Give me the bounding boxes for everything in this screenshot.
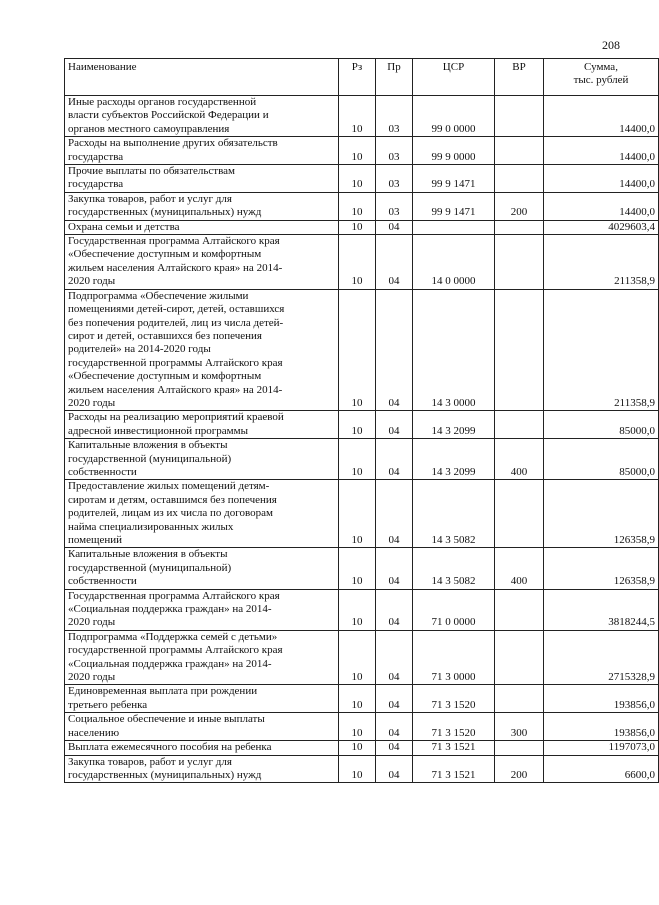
row-name-text: Государственная программа Алтайского края «Социальная поддержка граждан» на 2014- 2020 годы: [68, 589, 280, 629]
row-rz: 10: [339, 630, 376, 685]
header-rz: Рз: [339, 59, 376, 96]
row-pr: 04: [376, 439, 413, 480]
table-row: [65, 548, 659, 589]
row-rz: 10: [339, 235, 376, 290]
page-number: 208: [602, 38, 620, 52]
row-vr: 200: [495, 755, 544, 783]
row-vr: 400: [495, 548, 544, 589]
row-csr: 14 3 0000: [413, 289, 495, 411]
row-pr: 03: [376, 137, 413, 165]
row-csr: 71 3 1520: [413, 713, 495, 741]
row-pr: 04: [376, 589, 413, 630]
row-pr: 04: [376, 548, 413, 589]
row-pr: 04: [376, 220, 413, 234]
row-name: [65, 96, 339, 137]
row-name: [65, 741, 339, 755]
row-pr: 04: [376, 411, 413, 439]
row-sum: 85000,0: [544, 411, 659, 439]
row-name-text: Государственная программа Алтайского края «Обеспечение доступным и комфортным жильем населения Алтайского края» на 2014- 2020 годы: [68, 235, 283, 288]
row-name: [65, 220, 339, 234]
header-pr: Пр: [376, 59, 413, 96]
row-vr: [495, 480, 544, 548]
row-rz: 10: [339, 741, 376, 755]
row-name-text: Расходы на выполнение других обязательств государства: [68, 137, 278, 163]
row-name-text: Иные расходы органов государственной власти субъектов Российской Федерации и органов местного самоуправления: [68, 96, 269, 135]
row-csr: 99 9 0000: [413, 137, 495, 165]
row-name: [65, 411, 339, 439]
row-name-text: Расходы на реализацию мероприятий краевой адресной инвестиционной программы: [68, 411, 284, 437]
row-pr: 04: [376, 289, 413, 411]
row-vr: 300: [495, 713, 544, 741]
row-vr: [495, 235, 544, 290]
row-name-text: Предоставление жилых помещений детям- сиротам и детям, оставшимся без попечения родителей, лицам из их числа по договорам найма специализированных жилых помещений: [68, 480, 277, 546]
row-name: [65, 548, 339, 589]
row-name-text: Закупка товаров, работ и услуг для государственных (муниципальных) нужд: [68, 192, 262, 219]
row-rz: 10: [339, 411, 376, 439]
row-rz: 10: [339, 96, 376, 137]
row-rz: 10: [339, 755, 376, 783]
row-rz: 10: [339, 192, 376, 220]
row-vr: 200: [495, 192, 544, 220]
row-csr: 14 3 5082: [413, 480, 495, 548]
row-vr: [495, 289, 544, 411]
row-rz: 10: [339, 220, 376, 234]
table-row: [65, 439, 659, 480]
row-vr: 400: [495, 439, 544, 480]
row-csr: [413, 220, 495, 234]
table-row: [65, 220, 659, 234]
row-csr: 71 3 1521: [413, 755, 495, 783]
row-vr: [495, 411, 544, 439]
row-pr: 04: [376, 630, 413, 685]
row-sum: 3818244,5: [544, 589, 659, 630]
row-sum: 211358,9: [544, 235, 659, 290]
table-row: [65, 480, 659, 548]
row-name: [65, 480, 339, 548]
table-row: [65, 235, 659, 290]
row-pr: 03: [376, 192, 413, 220]
row-name-text: Капитальные вложения в объекты государственной (муниципальной) собственности: [68, 439, 232, 478]
row-name-text: Капитальные вложения в объекты государственной (муниципальной) собственности: [68, 548, 232, 588]
row-pr: 04: [376, 755, 413, 783]
table-row: [65, 741, 659, 755]
row-csr: 71 3 1521: [413, 741, 495, 755]
header-sum: Сумма, тыс. рублей: [544, 59, 659, 96]
table-body: [65, 96, 659, 783]
table-row: [65, 685, 659, 713]
row-name: [65, 589, 339, 630]
row-pr: 04: [376, 685, 413, 713]
row-sum: 4029603,4: [544, 220, 659, 234]
row-rz: 10: [339, 480, 376, 548]
row-name-text: Подпрограмма «Поддержка семей с детьми» государственной программы Алтайского края «Социальная поддержка граждан» на 2014- 2020 годы: [68, 630, 283, 684]
row-sum: 193856,0: [544, 685, 659, 713]
row-sum: 211358,9: [544, 289, 659, 411]
row-csr: 71 3 1520: [413, 685, 495, 713]
row-pr: 04: [376, 480, 413, 548]
row-name-text: Выплата ежемесячного пособия на ребенка: [68, 741, 272, 754]
row-name-text: Социальное обеспечение и иные выплаты населению: [68, 713, 265, 739]
row-sum: 14400,0: [544, 96, 659, 137]
header-vr: ВР: [495, 59, 544, 96]
table-row: [65, 289, 659, 411]
table-row: [65, 192, 659, 220]
row-rz: 10: [339, 713, 376, 741]
header-name: Наименование: [65, 59, 339, 96]
table-row: [65, 755, 659, 783]
row-rz: 10: [339, 548, 376, 589]
row-vr: [495, 137, 544, 165]
row-name: [65, 713, 339, 741]
row-rz: 10: [339, 439, 376, 480]
table-row: [65, 713, 659, 741]
table-row: [65, 165, 659, 193]
row-rz: 10: [339, 685, 376, 713]
row-pr: 04: [376, 713, 413, 741]
row-name-text: Охрана семьи и детства: [68, 220, 180, 233]
row-vr: [495, 220, 544, 234]
table-row: [65, 96, 659, 137]
table-row: [65, 630, 659, 685]
row-name: [65, 685, 339, 713]
row-rz: 10: [339, 289, 376, 411]
row-sum: 14400,0: [544, 165, 659, 193]
row-vr: [495, 96, 544, 137]
row-rz: 10: [339, 137, 376, 165]
row-csr: 14 0 0000: [413, 235, 495, 290]
row-name-text: Единовременная выплата при рождении третьего ребенка: [68, 685, 258, 711]
row-sum: 1197073,0: [544, 741, 659, 755]
row-name: [65, 289, 339, 411]
row-csr: 14 3 2099: [413, 439, 495, 480]
row-csr: 99 0 0000: [413, 96, 495, 137]
row-vr: [495, 741, 544, 755]
row-csr: 14 3 2099: [413, 411, 495, 439]
table-header-row: [65, 59, 659, 96]
row-csr: 71 3 0000: [413, 630, 495, 685]
row-pr: 03: [376, 165, 413, 193]
row-name: [65, 439, 339, 480]
budget-table: [64, 58, 659, 783]
row-csr: 14 3 5082: [413, 548, 495, 589]
row-sum: 2715328,9: [544, 630, 659, 685]
header-csr: ЦСР: [413, 59, 495, 96]
row-name: [65, 192, 339, 220]
row-vr: [495, 630, 544, 685]
row-vr: [495, 165, 544, 193]
row-name: [65, 137, 339, 165]
row-sum: 14400,0: [544, 137, 659, 165]
table-row: [65, 411, 659, 439]
row-name-text: Прочие выплаты по обязательствам государства: [68, 165, 235, 191]
row-sum: 126358,9: [544, 480, 659, 548]
row-sum: 6600,0: [544, 755, 659, 783]
row-name: [65, 165, 339, 193]
row-name-text: Закупка товаров, работ и услуг для государственных (муниципальных) нужд: [68, 755, 262, 781]
row-csr: 71 0 0000: [413, 589, 495, 630]
table-row: [65, 137, 659, 165]
row-vr: [495, 685, 544, 713]
row-csr: 99 9 1471: [413, 165, 495, 193]
row-vr: [495, 589, 544, 630]
row-pr: 04: [376, 235, 413, 290]
row-name: [65, 755, 339, 783]
row-name: [65, 630, 339, 685]
row-name-text: Подпрограмма «Обеспечение жилыми помещениями детей-сирот, детей, оставшихся без попечения родителей, лиц из числа детей- сирот и детей, оставшихся без попечения родителей» на 2014-2020 годы государственной программы Алтайского края «Обеспечение доступным и комфортным жильем населения Алтайского края» на 2014- 2020 годы: [68, 289, 285, 409]
row-name: [65, 235, 339, 290]
row-sum: 126358,9: [544, 548, 659, 589]
row-pr: 04: [376, 741, 413, 755]
row-rz: 10: [339, 589, 376, 630]
row-sum: 85000,0: [544, 439, 659, 480]
row-sum: 14400,0: [544, 192, 659, 220]
row-pr: 03: [376, 96, 413, 137]
row-rz: 10: [339, 165, 376, 193]
row-csr: 99 9 1471: [413, 192, 495, 220]
row-sum: 193856,0: [544, 713, 659, 741]
table-row: [65, 589, 659, 630]
